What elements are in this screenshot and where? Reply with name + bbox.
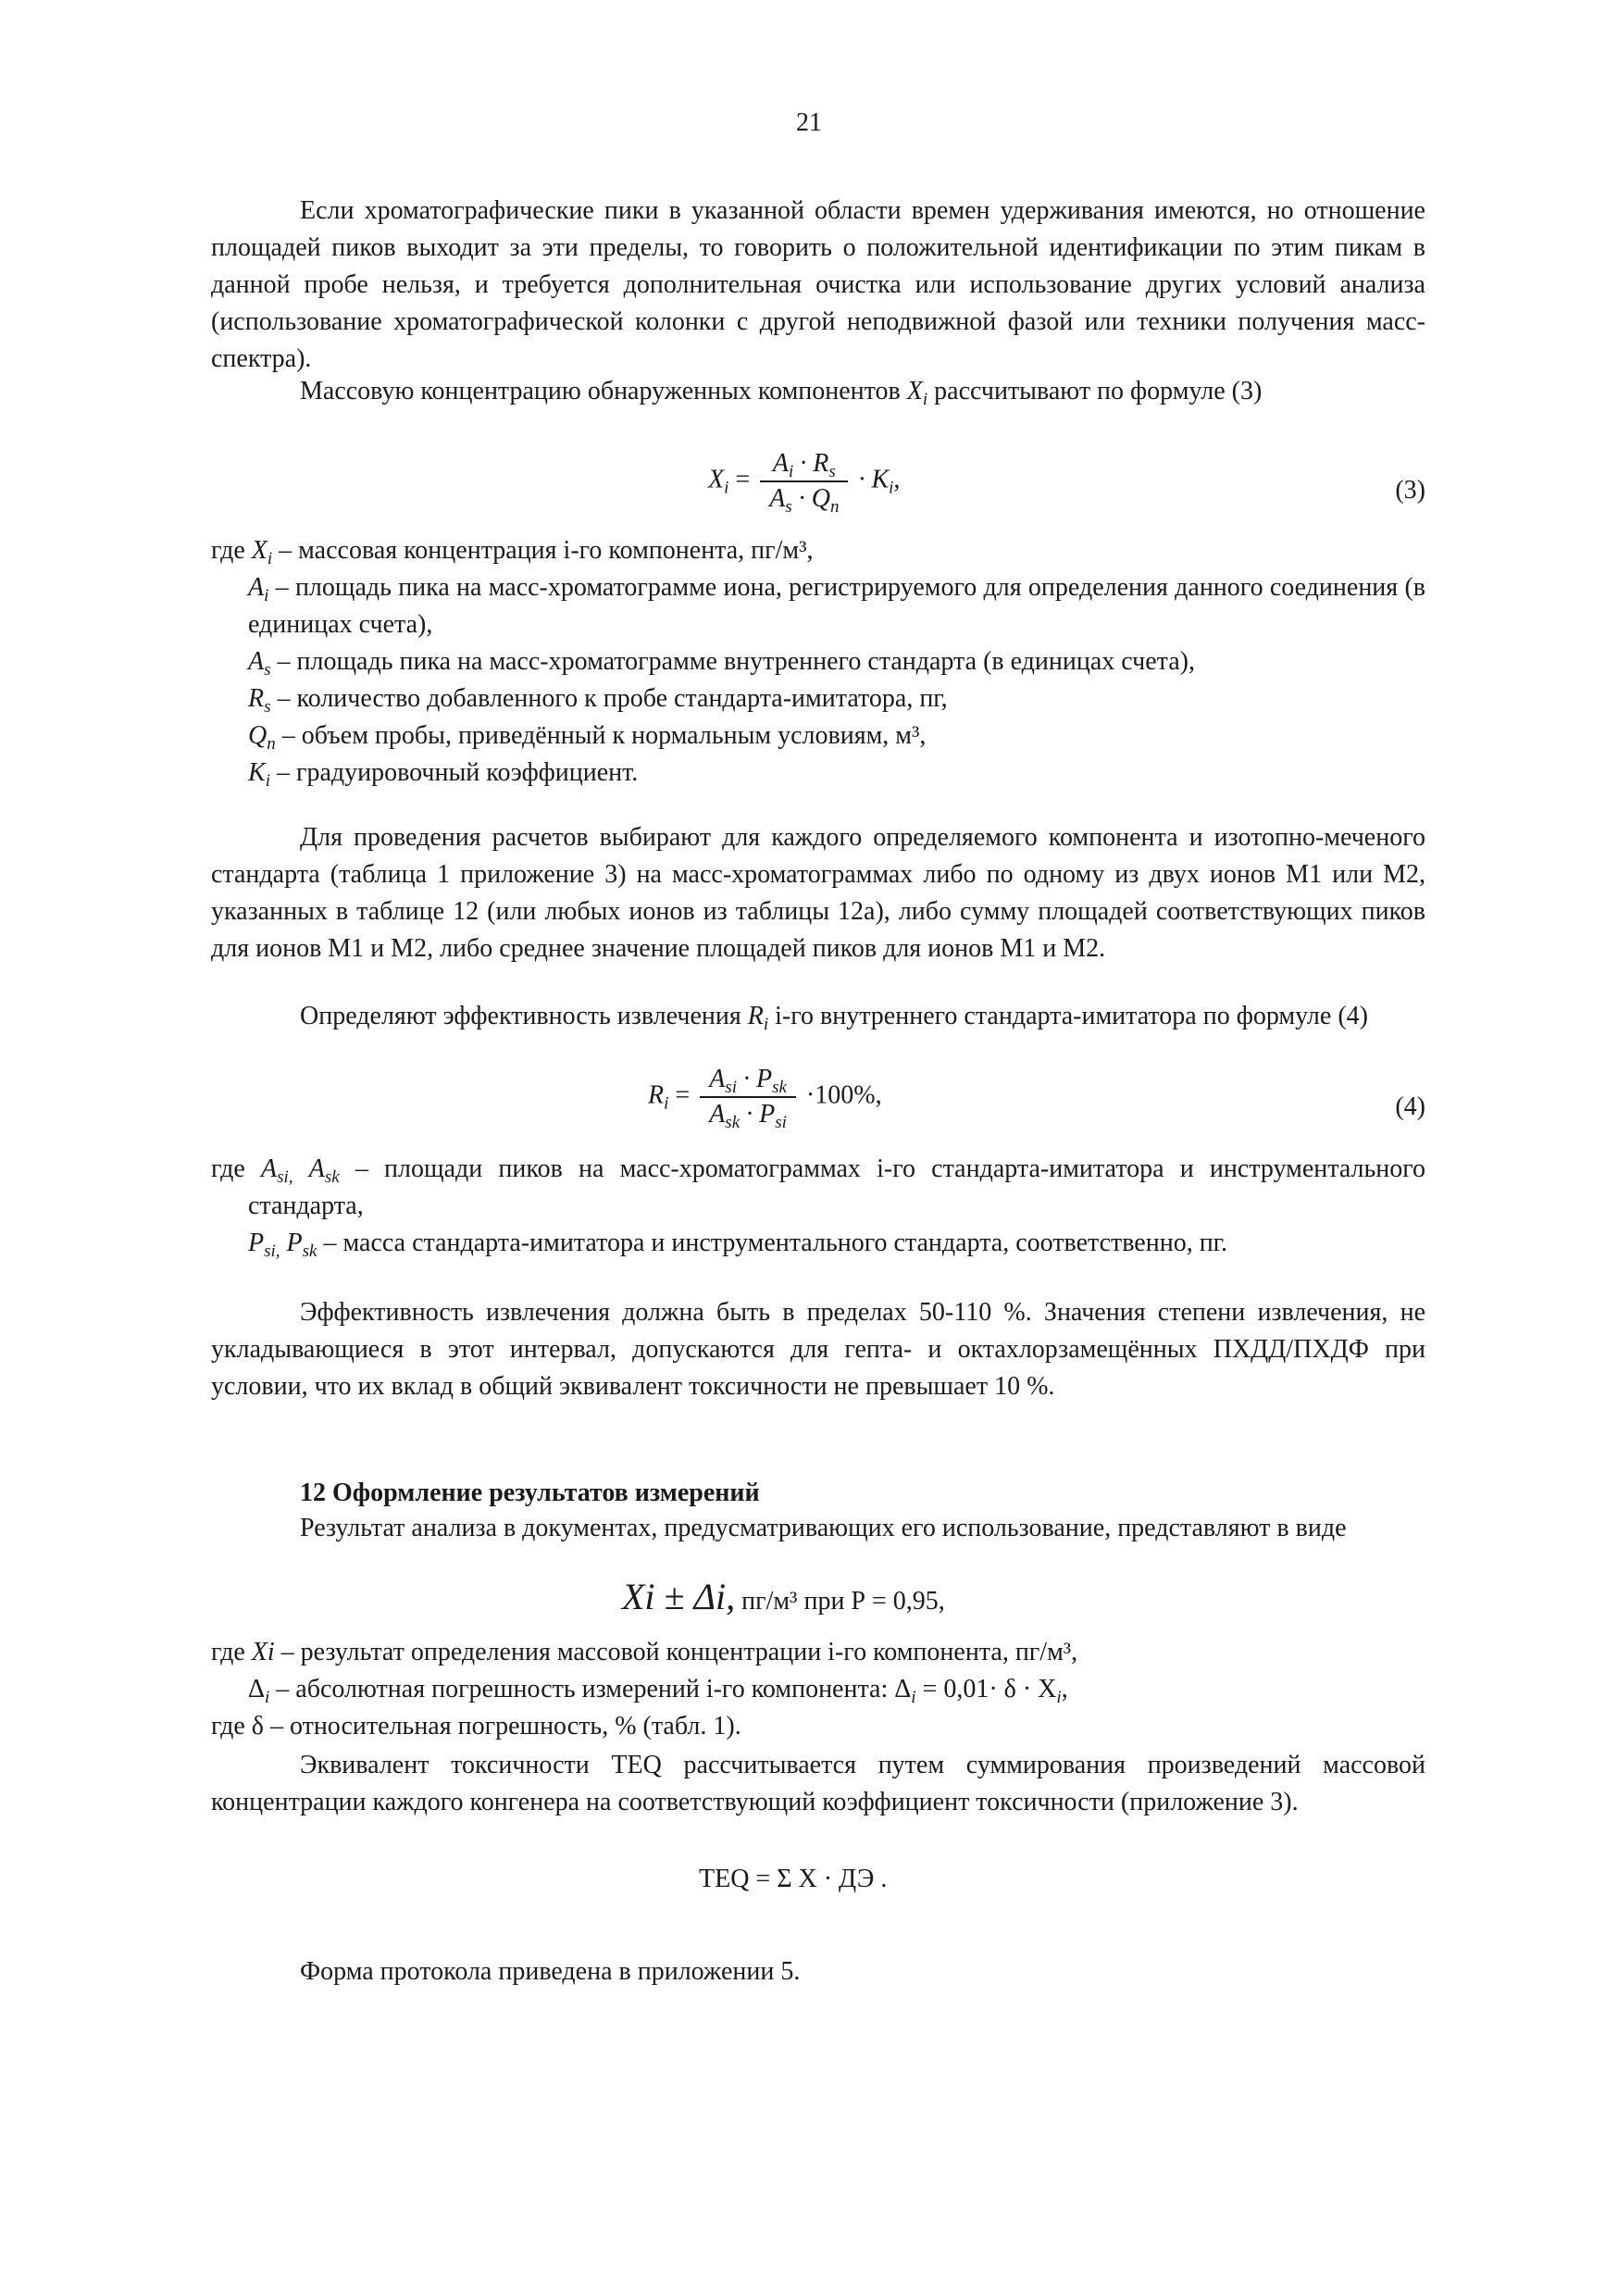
definition-text: – масса стандарта-имитатора и инструментального стандарта, соответственно, пг. — [323, 1229, 1228, 1257]
definition-text: – объем пробы, приведённый к нормальным условиям, м³, — [281, 721, 927, 750]
definition-text: – результат определения массовой концентрации i-го компонента, пг/м³, — [280, 1638, 1078, 1666]
equation-number-3: (3) — [1395, 476, 1425, 505]
symbol: X — [906, 377, 923, 406]
subscript: si, — [277, 1167, 293, 1187]
definition-item — [211, 718, 1425, 755]
paragraph-efficiency-range: Эффективность извлечения должна быть в пределах 50-110 %. Значения степени извлечения, не укладывающиеся в этот интервал, допускаются для гепта- и октахлорзамещённых ПХДД/ПХДФ при условии, что их вклад в общий эквивалент токсичности не превышает 10 %. — [211, 1298, 1425, 1401]
symbol: · Q — [798, 484, 830, 513]
subscript: i — [763, 1015, 769, 1034]
subscript: i — [788, 462, 794, 481]
numerator — [760, 447, 848, 482]
definition-item — [211, 532, 1425, 569]
definition-item — [211, 1634, 1425, 1671]
definitions-formula-4 — [211, 1151, 1425, 1262]
symbol: · P — [742, 1065, 773, 1093]
paragraph-mass-concentration — [211, 373, 1425, 410]
denominator — [700, 1098, 796, 1131]
symbol: · P — [746, 1100, 776, 1129]
subscript: sk — [725, 1113, 741, 1132]
symbol: P — [248, 1229, 265, 1257]
subscript: s — [264, 660, 271, 680]
symbol: R — [248, 684, 265, 713]
result-expression: Xi ± Δi, — [622, 1576, 736, 1617]
symbol: · K — [858, 465, 890, 494]
definitions-formula-3 — [211, 532, 1425, 792]
definition-text: – количество добавленного к пробе стандарта-имитатора, пг, — [277, 684, 948, 713]
paragraph-identification: Если хроматографические пики в указанной области времен удерживания имеются, но отношение площадей пиков выходит за эти пределы, то говорить о положительной идентификации по этим пикам в данной пробе нельзя, и требуется дополнительная очистка или использование других условий анализа (использование хроматографической колонки с другой неподвижной фазой или техники получения масс-спектра). — [211, 196, 1425, 373]
paragraph-result-presentation: Результат анализа в документах, предусматривающих его использование, представляют в виде — [300, 1514, 1347, 1542]
symbol: A — [709, 1100, 726, 1129]
definition-item — [211, 643, 1425, 680]
symbol: P — [286, 1229, 303, 1257]
subscript: i — [889, 478, 894, 498]
symbol: A — [709, 1065, 726, 1093]
text-fragment: где — [211, 1154, 245, 1183]
definition-item — [211, 569, 1425, 643]
page-number: 21 — [796, 108, 822, 137]
paragraph-protocol-form: Форма протокола приведена в приложении 5. — [300, 1957, 801, 1986]
definition-item — [211, 755, 1425, 792]
definition-text: – площади пиков на масс-хроматограммах i-го стандарта-имитатора и инструментального стандарта, — [248, 1154, 1426, 1220]
definition-item — [211, 1225, 1425, 1262]
text-fragment: , — [893, 465, 901, 494]
subscript: sk — [302, 1242, 317, 1261]
symbol: Xi — [251, 1638, 275, 1666]
symbol: A — [248, 573, 265, 602]
symbol: A — [772, 449, 789, 478]
subscript: i — [264, 586, 269, 605]
subscript: s — [785, 497, 792, 517]
definition-item — [211, 1151, 1425, 1225]
equation-number-4: (4) — [1395, 1092, 1425, 1121]
text-fragment: i-го внутреннего стандарта-имитатора по формуле (4) — [775, 1002, 1368, 1030]
paragraph-extraction-efficiency — [211, 998, 1425, 1035]
text-fragment: Массовую концентрацию обнаруженных компонентов — [300, 377, 901, 406]
formula-teq: TEQ = Σ X · ДЭ . — [699, 1865, 888, 1893]
formula-fragment: = 0,01· δ · X — [915, 1675, 1057, 1703]
subscript: s — [264, 697, 271, 717]
subscript: i — [267, 549, 273, 568]
subscript: s — [828, 462, 836, 481]
section-heading-12: 12 Оформление результатов измерений — [300, 1479, 760, 1507]
fraction — [760, 447, 848, 516]
paragraph-teq: Эквивалент токсичности TEQ рассчитывается путем суммирования произведений массовой концентрации каждого конгенера на соответствующий коэффициент токсичности (приложение 3). — [211, 1751, 1425, 1816]
subscript: sk — [772, 1078, 787, 1097]
subscript: i — [922, 390, 928, 409]
definition-text: – площадь пика на масс-хроматограмме иона, регистрируемого для определения данного соединения (в единицах счета), — [248, 573, 1425, 639]
symbol: X — [251, 536, 268, 565]
numerator — [700, 1063, 796, 1098]
definition-text: – градуировочный коэффициент. — [276, 758, 639, 787]
symbol: A — [769, 484, 786, 513]
definition-item — [211, 680, 1425, 718]
paragraph-calculation: Для проведения расчетов выбирают для каждого определяемого компонента и изотопно-меченого стандарта (таблица 1 приложение 3) на масс-хроматограммах либо по одному из двух ионов M1 или M2, указанных в таблице 12 (или любых ионов из таблицы 12а), либо сумму площадей соответствующих пиков для ионов M1 и M2, либо среднее значение площадей пиков для ионов M1 и M2. — [211, 823, 1425, 963]
subscript: sk — [324, 1167, 340, 1187]
definition-text: – площадь пика на масс-хроматограмме внутреннего стандарта (в единицах счета), — [277, 647, 1195, 676]
subscript: i — [265, 1688, 270, 1707]
symbol: R — [648, 1080, 665, 1110]
text-fragment: где — [211, 536, 245, 565]
equals-sign: = — [735, 465, 757, 494]
symbol: A — [260, 1154, 278, 1183]
equals-sign: = — [675, 1080, 697, 1110]
definition-item: $\Delta_i$ – абсолютная погрешность измерений i-го компонента: $\Delta_i = 0,01\cdot \delta \cdot X_i$, — [248, 1675, 1068, 1707]
subscript: n — [267, 734, 276, 754]
definition-text: – массовая концентрация i-го компонента, пг/м³, — [279, 536, 814, 565]
text-fragment: Определяют эффективность извлечения — [300, 1002, 741, 1030]
formula-result — [622, 1578, 945, 1620]
subscript: i — [1056, 1688, 1062, 1707]
definition-item: где δ – относительная погрешность, % (табл. 1). — [211, 1712, 741, 1741]
subscript: i — [911, 1688, 916, 1707]
text-fragment: ·100%, — [805, 1080, 882, 1110]
denominator — [760, 482, 848, 516]
result-unit: пг/м³ при Р = 0,95, — [741, 1587, 945, 1616]
definitions-result — [211, 1634, 1425, 1745]
subscript: si — [775, 1113, 787, 1132]
symbol: · R — [800, 449, 829, 478]
symbol: A — [248, 647, 265, 676]
definition-text: – абсолютная погрешность измерений i-го компонента: Δ — [276, 1675, 912, 1703]
symbol: Q — [248, 721, 268, 750]
subscript: si, — [264, 1242, 280, 1261]
text-fragment: где — [211, 1638, 245, 1666]
symbol: Δ — [248, 1675, 266, 1703]
formula-3 — [708, 447, 900, 516]
fraction — [700, 1063, 796, 1131]
formula-4 — [648, 1063, 882, 1131]
subscript: i — [664, 1093, 669, 1114]
subscript: n — [829, 497, 840, 517]
symbol: R — [747, 1002, 764, 1030]
symbol: K — [248, 758, 266, 787]
text-fragment: рассчитывают по формуле (3) — [934, 377, 1263, 406]
subscript: si — [725, 1078, 737, 1097]
subscript: i — [724, 478, 729, 498]
symbol: X — [708, 465, 725, 494]
symbol: A — [308, 1154, 325, 1183]
subscript: i — [265, 771, 270, 791]
